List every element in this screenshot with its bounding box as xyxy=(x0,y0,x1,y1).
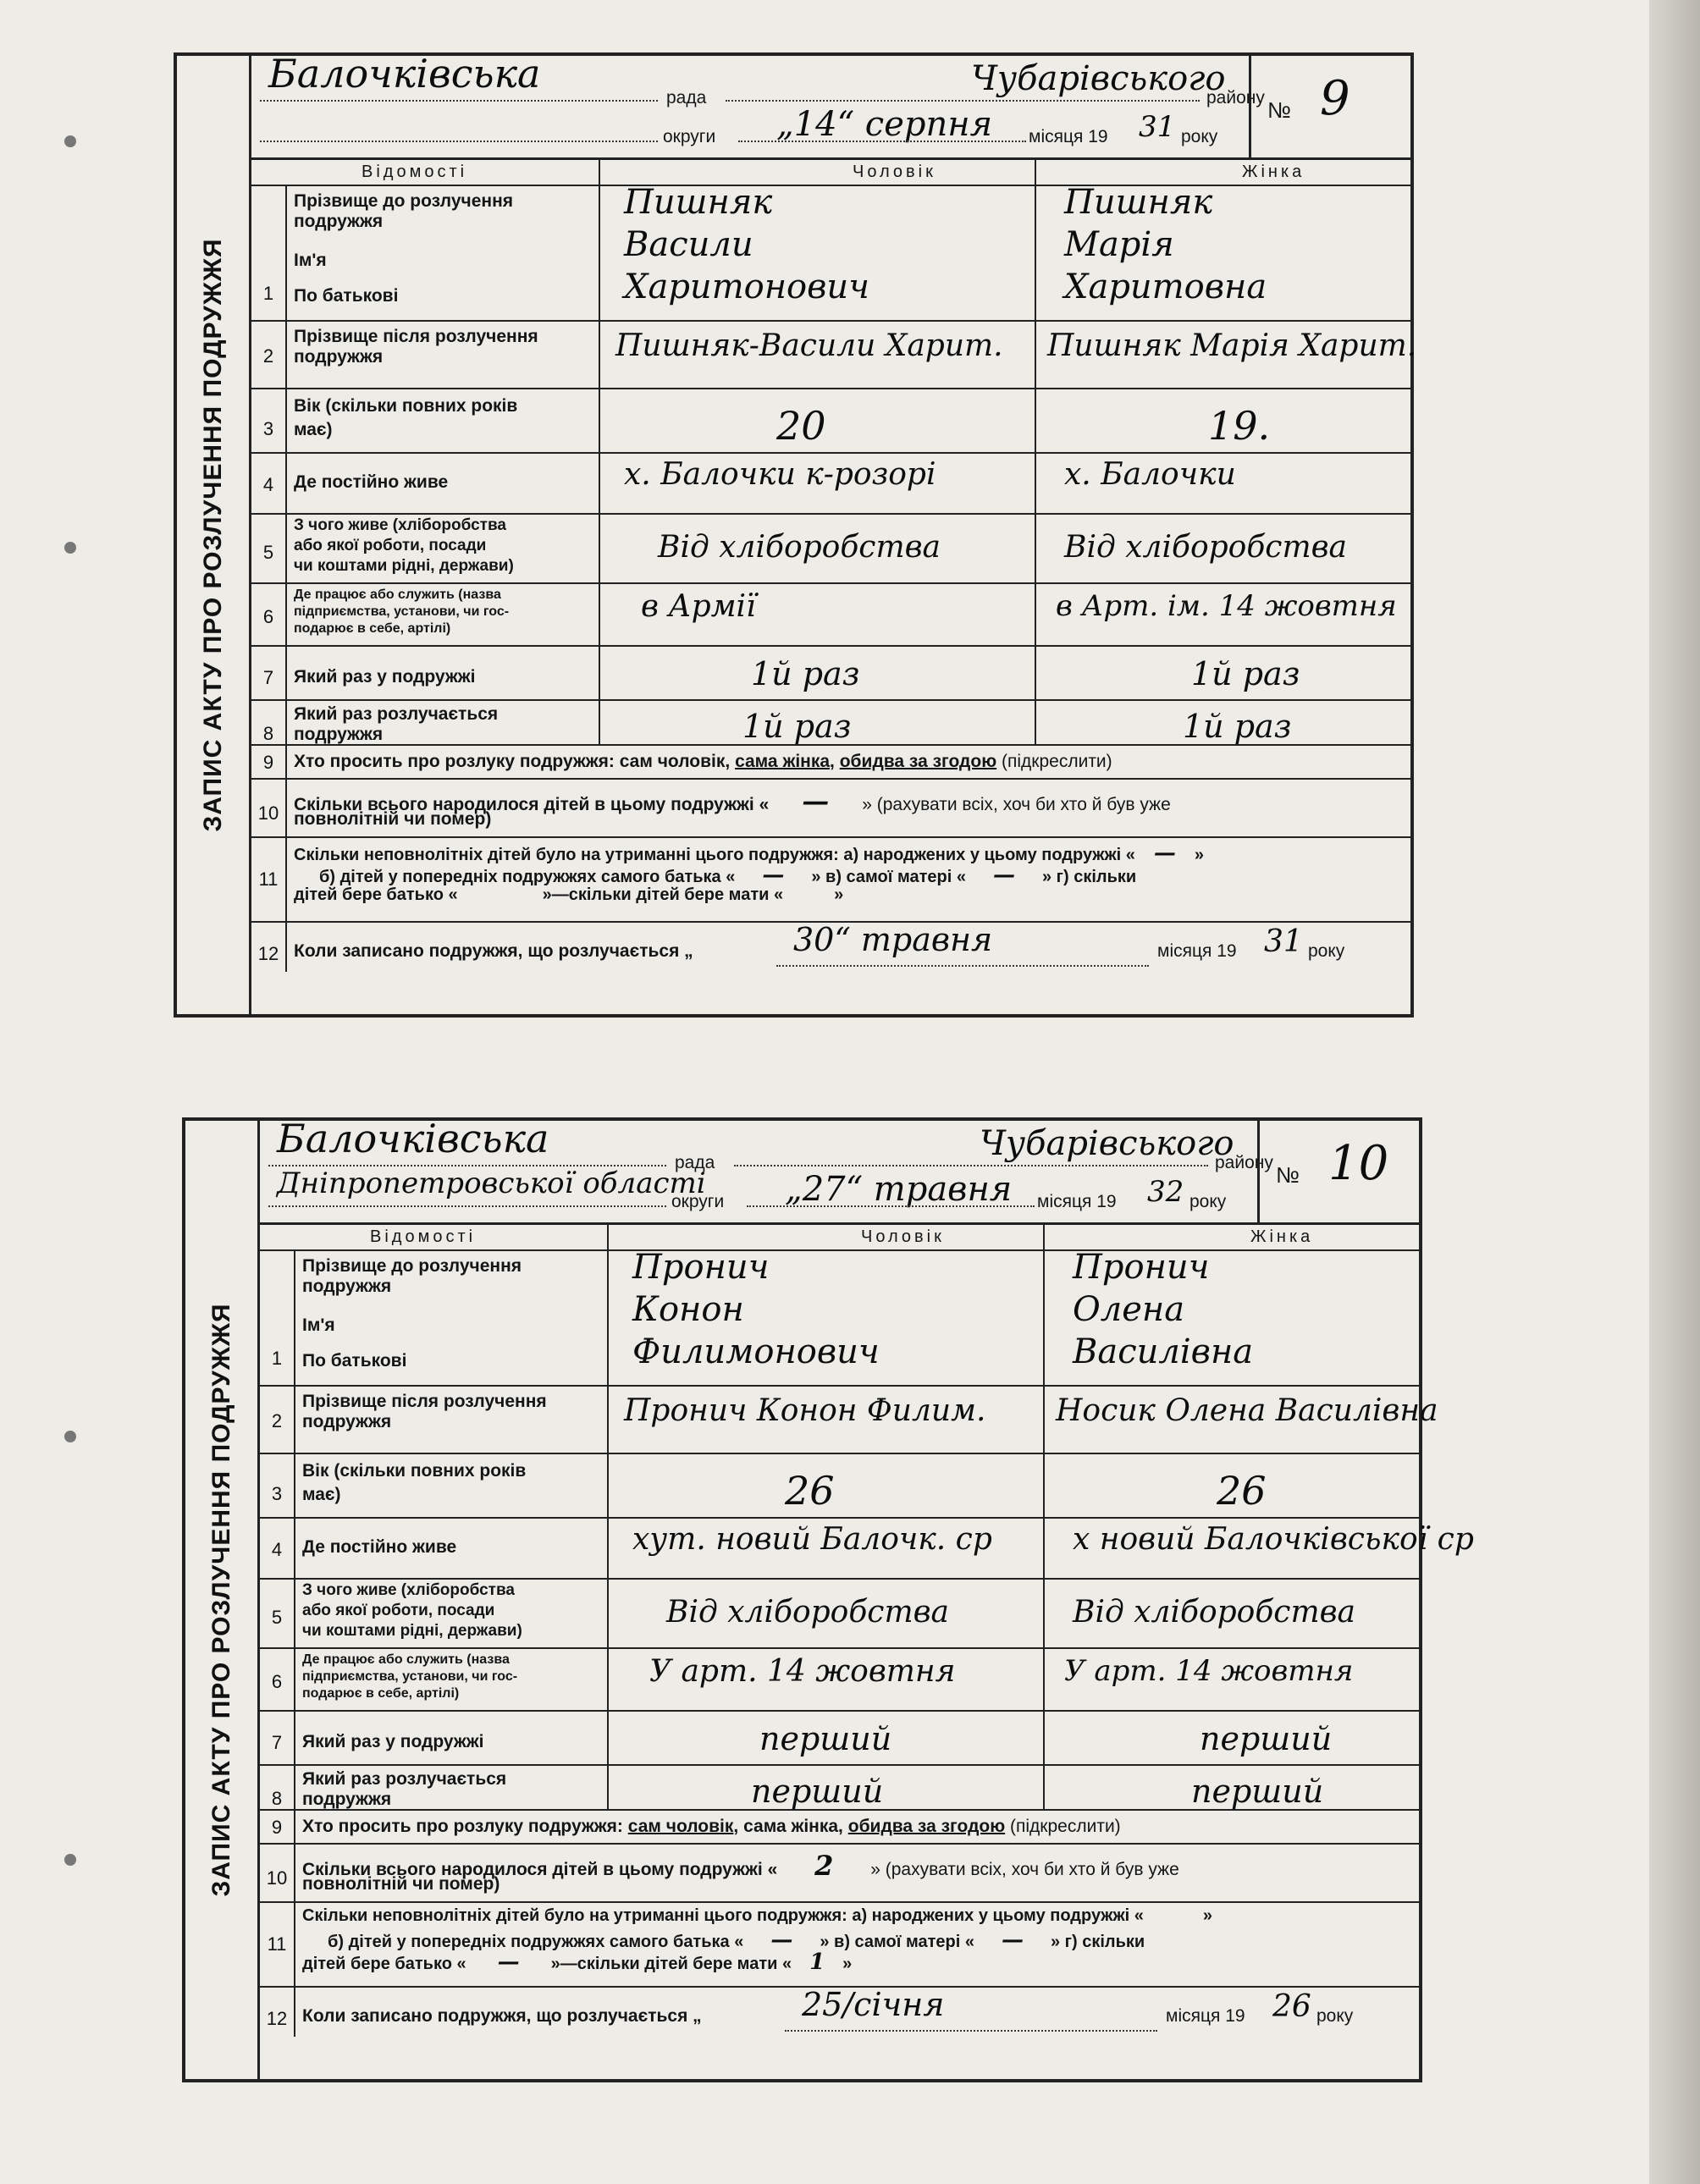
field-rows-r3-n: 3 xyxy=(271,1483,283,1504)
husband-patronymic: Филимонович xyxy=(632,1332,880,1371)
year-handwritten: 31 xyxy=(1139,110,1176,144)
field-rows-r9-e: (підкреслити) xyxy=(1002,752,1112,771)
field-rows-r11-hw4: — xyxy=(497,1950,520,1975)
field-rows-r10-a: Скільки всього народилося дітей в цьому подружжі « xyxy=(294,795,770,814)
field-rows-r6-l1: Де працює або служить (назва xyxy=(294,587,501,602)
field-rows-r11-f: дітей бере батько « xyxy=(302,1955,466,1973)
field-rows-r4-l: Де постійно живе xyxy=(302,1537,457,1557)
field-rows-r5-n: 5 xyxy=(271,1607,283,1628)
field-rows-r11-hw3: — xyxy=(992,863,1015,888)
column-header-husband: Чоловік xyxy=(853,163,936,181)
underlined-option-2: обидва за згодою xyxy=(847,1817,1006,1836)
field-rows-r9-c: , сама жінка, xyxy=(733,1817,843,1836)
wife-first-name: Олена xyxy=(1073,1290,1185,1329)
husband-age: 26 xyxy=(785,1468,835,1514)
husband-first-name: Конон xyxy=(632,1290,744,1329)
husband-workplace: У арт. 14 жовтня xyxy=(649,1654,956,1689)
field-rows-r12-b: місяця 19 xyxy=(1157,941,1237,961)
field-rows-r7-l: Який раз у подружжі xyxy=(302,1732,484,1751)
field-rows-r5-l1: З чого живе (хліборобства xyxy=(302,1581,515,1599)
wife-residence: х новий Балочківської ср xyxy=(1073,1522,1474,1557)
field-rows-r11-a: Скільки неповнолітніх дітей було на утриманні цього подружжя: а) народжених у цьому подружжі « xyxy=(294,846,1135,864)
punch-hole xyxy=(64,135,76,147)
wife-surname-after: Носик Олена Василівна xyxy=(1056,1393,1438,1428)
column-header-husband: Чоловік xyxy=(861,1227,945,1246)
marriage-registered-date: Коли записано подружжя, що розлучається „ xyxy=(294,941,693,961)
field-rows-r2-l: Прізвище після розлучення подружжя xyxy=(302,1392,547,1432)
field-rows-r6-l3: подарює в себе, артілі) xyxy=(294,621,451,636)
children-born-handwritten: — xyxy=(802,785,830,817)
husband-surname-after: Пишняк-Васили Харит. xyxy=(615,328,1003,363)
field-rows-r11-c: б) дітей у попередніх подружжях самого батька « xyxy=(319,868,736,886)
registered-date-handwritten: 30“ травня xyxy=(793,921,993,958)
field-rows-r9-n: 9 xyxy=(271,1817,283,1838)
field-rows-r10-b: » (рахувати всіх, хоч би хто й був уже xyxy=(870,1860,1179,1879)
field-rows-r4-n: 4 xyxy=(262,474,274,495)
registered-date-handwritten: 25/січня xyxy=(802,1986,945,2023)
field-rows-r12-n: 12 xyxy=(266,2008,288,2029)
date-handwritten: „27“ травня xyxy=(785,1170,1013,1209)
field-rows-r3-l2: має) xyxy=(302,1485,341,1504)
who-requests-divorce xyxy=(302,1817,1121,1837)
husband-divorce-count: перший xyxy=(751,1773,884,1810)
field-rows-r11-h: » xyxy=(834,885,844,904)
field-rows-r8-n: 8 xyxy=(262,723,274,744)
wife-patronymic: Василівна xyxy=(1073,1332,1254,1371)
field-rows-r11-d: » в) самої матері « xyxy=(811,868,966,886)
wife-livelihood: Від хліборобства xyxy=(1064,530,1348,565)
okrugy-label: округи xyxy=(671,1192,725,1211)
field-rows-r11-hw2: — xyxy=(770,1928,793,1953)
field-rows-r8-n: 8 xyxy=(271,1788,283,1809)
number-label: № xyxy=(1276,1162,1300,1188)
field-rows-r11-a: Скільки неповнолітніх дітей було на утриманні цього подружжя: а) народжених у цьому подружжі « xyxy=(302,1906,1144,1925)
record-number-handwritten: 9 xyxy=(1320,71,1350,126)
field-rows-r7-l: Який раз у подружжі xyxy=(294,667,476,687)
wife-divorce-count: 1й раз xyxy=(1183,708,1292,745)
field-rows-r9-c: , xyxy=(830,752,835,771)
field-rows-r7-n: 7 xyxy=(271,1732,283,1753)
husband-residence: хут. новий Балочк. ср xyxy=(632,1522,992,1557)
number-label: № xyxy=(1267,97,1291,123)
wife-livelihood: Від хліборобства xyxy=(1073,1595,1356,1630)
field-rows-r10-c: повнолітній чи помер) xyxy=(294,809,492,829)
field-rows-r8-l2: подружжя xyxy=(294,725,384,744)
record-number-handwritten: 10 xyxy=(1328,1136,1389,1191)
husband-surname-after: Пронич Конон Филим. xyxy=(624,1393,986,1428)
field-rows-r3-n: 3 xyxy=(262,418,274,439)
okrugy-handwritten: Дніпропетровської області xyxy=(277,1166,706,1200)
field-rows-r11-g: »—скільки дітей бере мати « xyxy=(550,1955,792,1973)
raion-handwritten: Чубарівського xyxy=(971,59,1226,98)
field-rows-r11-b: » xyxy=(1194,846,1205,864)
date-handwritten: „14“ серпня xyxy=(776,105,993,144)
month-label: місяця 19 xyxy=(1029,127,1108,146)
wife-divorce-count: перший xyxy=(1191,1773,1324,1810)
field-rows-r12-b: місяця 19 xyxy=(1166,2006,1245,2026)
page-edge xyxy=(1649,0,1700,2184)
field-rows-r6-n: 6 xyxy=(271,1671,283,1692)
field-rows-r8-l1: Який раз розлучається xyxy=(294,704,499,724)
field-rows-r5-n: 5 xyxy=(262,542,274,563)
field-rows-r6-l2: підприємства, установи, чи гос- xyxy=(294,604,510,619)
husband-divorce-count: 1й раз xyxy=(742,708,852,745)
husband-livelihood: Від хліборобства xyxy=(666,1595,950,1630)
field-rows-r1-l1: Прізвище до розлучення подружжя xyxy=(302,1256,522,1297)
field-rows-r2-l: Прізвище після розлучення подружжя xyxy=(294,327,538,367)
divorce-record-1 xyxy=(174,51,1417,1018)
field-rows-r12-c: року xyxy=(1308,941,1345,961)
husband-surname-before: Пишняк xyxy=(624,183,773,222)
field-rows-r5-l3: чи коштами рідні, держави) xyxy=(302,1622,522,1640)
raion-label: району xyxy=(1215,1153,1273,1172)
field-rows-r5-l3: чи коштами рідні, держави) xyxy=(294,557,514,575)
wife-workplace: в Арт. ім. 14 жовтня xyxy=(1056,589,1397,623)
field-rows-r6-l1: Де працює або служить (назва xyxy=(302,1652,510,1667)
field-rows-r5-l2: або якої роботи, посади xyxy=(294,537,487,554)
field-rows-r9-a: Хто просить про розлуку подружжя: xyxy=(302,1817,623,1836)
field-rows-r1-n: 1 xyxy=(262,283,274,304)
field-side_title: ЗАПИС АКТУ ПРО РОЗЛУЧЕННЯ ПОДРУЖЖЯ xyxy=(207,1303,235,1897)
field-rows-r2-n: 2 xyxy=(262,345,274,367)
underlined-option-1: сам чоловік xyxy=(627,1817,734,1836)
wife-age: 26 xyxy=(1217,1468,1267,1514)
rada-label: рада xyxy=(666,88,707,108)
field-rows-r6-l3: подарює в себе, артілі) xyxy=(302,1686,460,1701)
wife-first-name: Марія xyxy=(1064,225,1174,264)
field-rows-r1-l2: Ім'я xyxy=(294,251,327,270)
husband-residence: х. Балочки к-розорі xyxy=(624,457,936,492)
field-rows-r11-e: » г) скільки xyxy=(1050,1933,1145,1951)
field-rows-r2-n: 2 xyxy=(271,1410,283,1431)
who-requests-divorce xyxy=(294,752,1112,772)
husband-livelihood: Від хліборобства xyxy=(658,530,941,565)
field-rows-r11-h: » xyxy=(842,1955,853,1973)
field-rows-r1-l3: По батькові xyxy=(294,286,399,306)
field-rows-r12-c: року xyxy=(1316,2006,1354,2026)
field-rows-r11-f: дітей бере батько « xyxy=(294,885,458,904)
wife-patronymic: Харитовна xyxy=(1064,267,1267,306)
field-rows-r10-n: 10 xyxy=(266,1867,288,1889)
field-rows-r8-l2: подружжя xyxy=(302,1790,392,1809)
wife-age: 19. xyxy=(1208,403,1271,449)
field-rows-r11-n: 11 xyxy=(258,869,279,890)
field-rows-r12-n: 12 xyxy=(257,943,279,964)
field-rows-r4-n: 4 xyxy=(271,1539,283,1560)
husband-marriage-count: перший xyxy=(759,1720,892,1757)
divorce-record-2 xyxy=(182,1116,1474,2082)
column-header-wife: Жінка xyxy=(1250,1227,1314,1246)
field-rows-r5-l2: або якої роботи, посади xyxy=(302,1602,495,1619)
column-header-info: Відомості xyxy=(362,163,468,181)
field-rows-r11-g: »—скільки дітей бере мати « xyxy=(542,885,784,904)
field-rows-r10-b: » (рахувати всіх, хоч би хто й був уже xyxy=(862,795,1171,814)
husband-patronymic: Харитонович xyxy=(624,267,870,306)
wife-surname-before: Пронич xyxy=(1073,1248,1210,1287)
field-rows-r11-d: » в) самої матері « xyxy=(820,1933,974,1951)
field-rows-r1-n: 1 xyxy=(271,1348,283,1369)
husband-age: 20 xyxy=(776,403,826,449)
field-rows-r11-hw1: — xyxy=(1153,841,1176,866)
field-rows-r1-l3: По батькові xyxy=(302,1351,407,1371)
field-side_title: ЗАПИС АКТУ ПРО РОЗЛУЧЕННЯ ПОДРУЖЖЯ xyxy=(198,238,227,832)
field-rows-r11-e: » г) скільки xyxy=(1041,868,1137,886)
field-rows-r10-a: Скільки всього народилося дітей в цьому подружжі « xyxy=(302,1860,778,1879)
rada-handwritten: Балочківська xyxy=(268,51,541,97)
field-rows-r10-n: 10 xyxy=(257,802,279,824)
column-header-info: Відомості xyxy=(370,1227,477,1246)
husband-surname-before: Пронич xyxy=(632,1248,770,1287)
field-rows-r11-b: » xyxy=(1202,1906,1213,1925)
field-rows-r7-n: 7 xyxy=(262,667,274,688)
field-rows-r8-l1: Який раз розлучається xyxy=(302,1769,507,1789)
marriage-registered-date: Коли записано подружжя, що розлучається „ xyxy=(302,2006,702,2026)
husband-workplace: в Армії xyxy=(641,589,756,624)
field-rows-r9-e: (підкреслити) xyxy=(1010,1817,1121,1836)
punch-hole xyxy=(64,1854,76,1866)
field-rows-r11-hw5: 1 xyxy=(809,1950,825,1975)
wife-workplace: У арт. 14 жовтня xyxy=(1064,1654,1354,1688)
field-rows-r1-l1: Прізвище до розлучення подружжя xyxy=(294,191,514,232)
field-rows-r9-n: 9 xyxy=(262,752,274,773)
underlined-option-1: сама жінка xyxy=(735,752,831,771)
children-born-handwritten: 2 xyxy=(814,1850,834,1882)
husband-marriage-count: 1й раз xyxy=(751,655,860,692)
year-label: року xyxy=(1181,127,1218,146)
underlined-option-2: обидва за згодою xyxy=(839,752,997,771)
field-rows-r5-l1: З чого живе (хліборобства xyxy=(294,516,506,534)
field-rows-r10-c: повнолітній чи помер) xyxy=(302,1874,500,1894)
record-side-title xyxy=(185,1121,260,2079)
rada-label: рада xyxy=(675,1153,715,1172)
wife-surname-before: Пишняк xyxy=(1064,183,1213,222)
month-label: місяця 19 xyxy=(1037,1192,1117,1211)
field-rows-r6-n: 6 xyxy=(262,606,274,627)
punch-hole xyxy=(64,542,76,554)
record-side-title xyxy=(177,56,251,1014)
field-rows-r6-l2: підприємства, установи, чи гос- xyxy=(302,1669,518,1684)
field-rows-r9-a: Хто просить про розлуку подружжя: сам чоловік, xyxy=(294,752,731,771)
year-label: року xyxy=(1189,1192,1227,1211)
raion-label: району xyxy=(1206,88,1265,108)
wife-residence: х. Балочки xyxy=(1064,457,1236,492)
field-rows-r11-hw2: — xyxy=(762,863,785,888)
field-rows-r3-l2: має) xyxy=(294,420,333,439)
okrugy-label: округи xyxy=(663,127,716,146)
minor-children xyxy=(302,1906,1212,1926)
field-rows-r11-c: б) дітей у попередніх подружжях самого батька « xyxy=(328,1933,744,1951)
field-rows-r4-l: Де постійно живе xyxy=(294,472,449,492)
field-rows-r11-hw3: — xyxy=(1001,1928,1024,1953)
field-rows-r11-n: 11 xyxy=(267,1933,287,1955)
rada-handwritten: Балочківська xyxy=(277,1116,549,1161)
raion-handwritten: Чубарівського xyxy=(980,1124,1234,1163)
field-rows-r3-l1: Вік (скільки повних років xyxy=(294,396,518,416)
field-rows-r3-l1: Вік (скільки повних років xyxy=(302,1461,527,1481)
wife-surname-after: Пишняк Марія Харит. xyxy=(1047,328,1417,363)
wife-marriage-count: перший xyxy=(1200,1720,1333,1757)
wife-marriage-count: 1й раз xyxy=(1191,655,1300,692)
registered-year-handwritten: 26 xyxy=(1272,1989,1311,2024)
column-header-wife: Жінка xyxy=(1242,163,1305,181)
husband-first-name: Васили xyxy=(624,225,753,264)
registered-year-handwritten: 31 xyxy=(1264,924,1303,959)
punch-hole xyxy=(64,1431,76,1442)
field-rows-r1-l2: Ім'я xyxy=(302,1315,335,1335)
year-handwritten: 32 xyxy=(1147,1175,1184,1209)
